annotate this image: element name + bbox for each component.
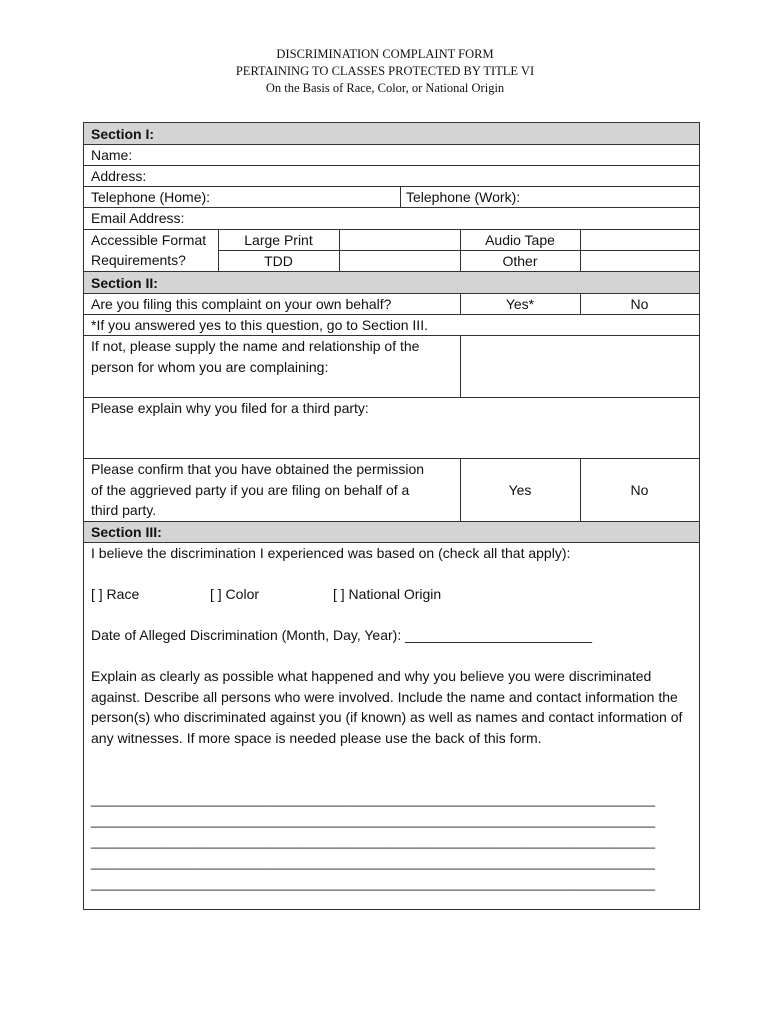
section-1-title: Section I: <box>91 126 155 142</box>
name-label: Name: <box>91 147 133 163</box>
form-basis: On the Basis of Race, Color, or National Origin <box>265 81 505 95</box>
explain-instructions: Explain as clearly as possible what happened and why you believe you were discriminated against. Describe all persons who were involved. Include the name and contact information the person(s) who discriminated against you (if known) as well as names and contact information of any witnesses. If more space is needed please use the back of this form. <box>91 668 683 746</box>
third-party-question: Please explain why you filed for a third party: <box>91 400 369 416</box>
permission-no: No <box>630 482 649 498</box>
form-subtitle: PERTAINING TO CLASSES PROTECTED BY TITLE VI <box>235 64 535 78</box>
format-label-2: Requirements? <box>91 252 186 268</box>
large-print-option: Large Print <box>244 232 313 248</box>
blank-line[interactable]: ______________________________________________________________________________ <box>91 834 655 849</box>
section-3-title: Section III: <box>91 524 162 540</box>
date-of-discrimination[interactable]: Date of Alleged Discrimination (Month, Day, Year): ________________________ <box>91 627 592 643</box>
confirm-permission-3: third party. <box>91 502 157 518</box>
blank-line[interactable]: ______________________________________________________________________________ <box>91 876 655 891</box>
permission-yes: Yes <box>508 482 532 498</box>
color-checkbox[interactable]: [ ] Color <box>210 586 260 602</box>
basis-question: I believe the discrimination I experienced was based on (check all that apply): <box>91 545 571 561</box>
national-origin-checkbox[interactable]: [ ] National Origin <box>333 586 442 602</box>
blank-line[interactable]: ______________________________________________________________________________ <box>91 792 655 807</box>
section-1-header-bg <box>84 123 699 144</box>
own-behalf-question: Are you filing this complaint on your own behalf? <box>91 296 392 312</box>
phone-work-label: Telephone (Work): <box>406 189 521 205</box>
address-label: Address: <box>91 168 147 184</box>
complaint-form-table <box>83 122 700 910</box>
section-3-note: *If you answered yes to this question, go to Section III. <box>91 317 428 333</box>
tdd-option: TDD <box>264 253 293 269</box>
section-3-header-bg <box>84 521 699 542</box>
race-checkbox[interactable]: [ ] Race <box>91 586 140 602</box>
own-behalf-yes: Yes* <box>505 296 535 312</box>
if-not-instructions: If not, please supply the name and relationship of the <box>91 338 420 354</box>
phone-home-label: Telephone (Home): <box>91 189 211 205</box>
format-label: Accessible Format <box>91 232 207 248</box>
confirm-permission-2: of the aggrieved party if you are filing on behalf of a <box>91 482 410 498</box>
own-behalf-no: No <box>630 296 649 312</box>
form-title: DISCRIMINATION COMPLAINT FORM <box>276 47 494 61</box>
confirm-permission: Please confirm that you have obtained the permission <box>91 461 425 477</box>
audio-tape-option: Audio Tape <box>485 232 555 248</box>
blank-line[interactable]: ______________________________________________________________________________ <box>91 855 655 870</box>
other-option: Other <box>502 253 538 269</box>
section-2-title: Section II: <box>91 275 158 291</box>
if-not-instructions-2: person for whom you are complaining: <box>91 359 329 375</box>
blank-line[interactable]: ______________________________________________________________________________ <box>91 813 655 828</box>
email-label: Email Address: <box>91 210 185 226</box>
section-2-header-bg <box>84 272 699 293</box>
